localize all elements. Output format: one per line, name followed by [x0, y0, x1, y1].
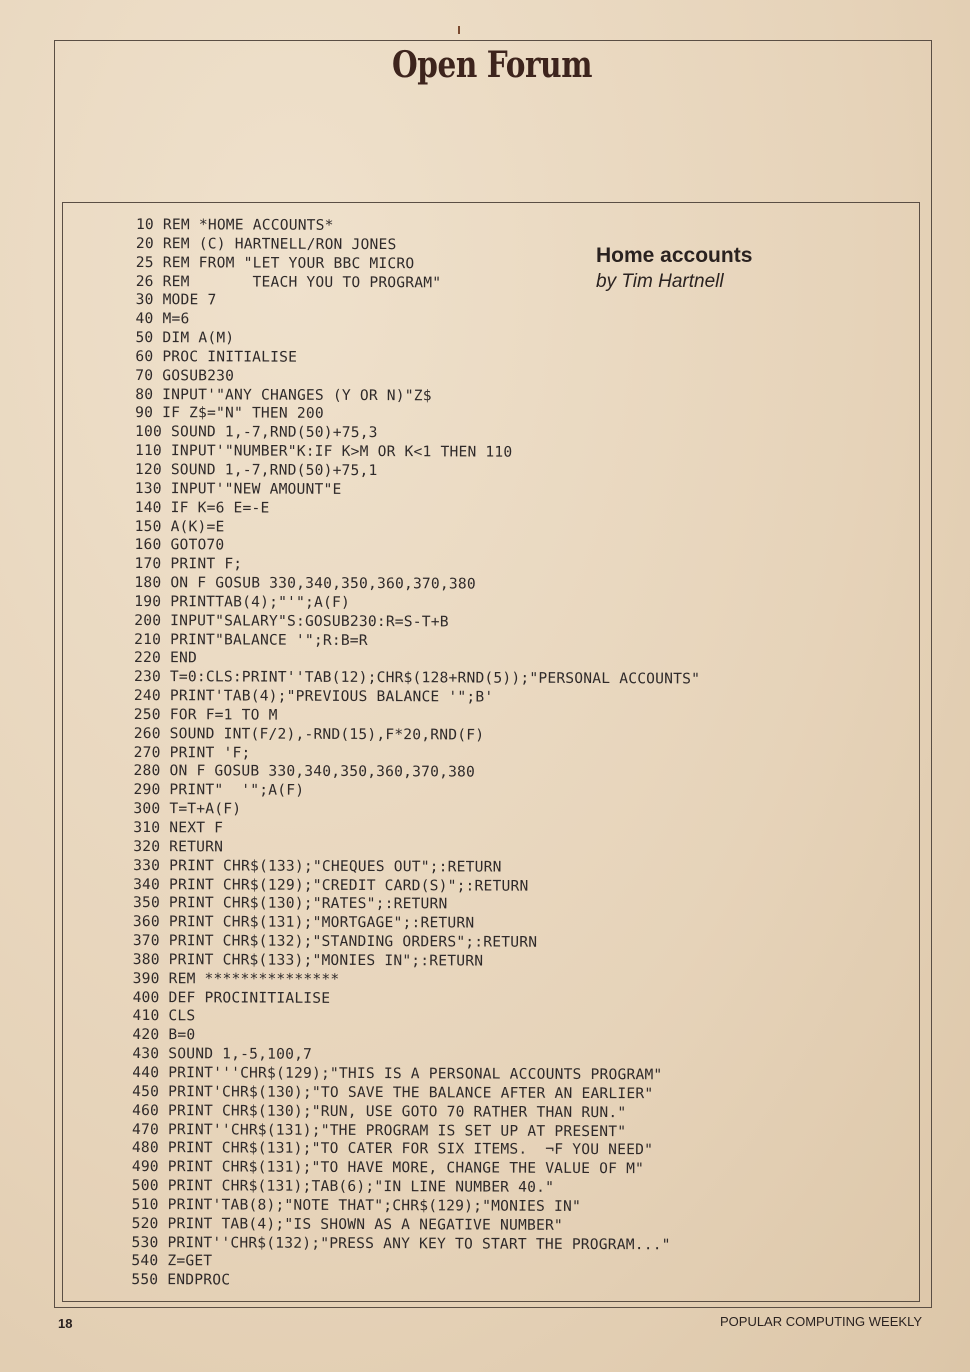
article-title: Home accounts [596, 244, 753, 267]
code-line: 550 ENDPROC [131, 1271, 231, 1289]
code-line: 430 SOUND 1,-5,100,7 [132, 1045, 313, 1063]
code-line: 460 PRINT CHR$(130);"RUN, USE GOTO 70 RATHER THAN RUN." [132, 1101, 627, 1121]
article-byline: by Tim Hartnell [596, 271, 724, 292]
code-line: 390 REM *************** [132, 969, 340, 988]
code-line: 540 Z=GET [131, 1252, 213, 1270]
code-line: 110 INPUT'"NUMBER"K:IF K>M OR K<1 THEN 110 [134, 442, 513, 461]
code-line: 50 DIM A(M) [135, 329, 235, 347]
code-line: 410 CLS [132, 1007, 196, 1025]
code-line: 26 REM TEACH YOU TO PROGRAM" [135, 272, 442, 291]
code-line: 70 GOSUB230 [135, 366, 235, 385]
code-line: 450 PRINT'CHR$(130);"TO SAVE THE BALANCE AFTER AN EARLIER" [132, 1082, 654, 1103]
code-line: 150 A(K)=E [134, 517, 225, 535]
code-line: 320 RETURN [133, 837, 224, 856]
code-line: 470 PRINT''CHR$(131);"THE PROGRAM IS SET UP AT PRESENT" [131, 1120, 627, 1140]
code-line: 360 PRINT CHR$(131);"MORTGAGE";:RETURN [132, 913, 475, 932]
code-line: 310 NEXT F [133, 818, 224, 837]
code-line: 400 DEF PROCINITIALISE [132, 988, 331, 1007]
page-number: 18 [58, 1316, 73, 1331]
code-line: 210 PRINT"BALANCE '";R:B=R [134, 630, 368, 649]
code-line: 480 PRINT CHR$(131);"TO CATER FOR SIX ITEMS. ¬F YOU NEED" [131, 1139, 654, 1159]
code-line: 240 PRINT'TAB(4);"PREVIOUS BALANCE '";B' [133, 687, 494, 706]
code-line: 520 PRINT TAB(4);"IS SHOWN AS A NEGATIVE NUMBER" [131, 1214, 563, 1234]
code-line: 25 REM FROM "LET YOUR BBC MICRO [135, 253, 415, 272]
code-line: 530 PRINT''CHR$(132);"PRESS ANY KEY TO START THE PROGRAM..." [131, 1233, 671, 1253]
code-line: 250 FOR F=1 TO M [133, 705, 278, 724]
code-line: 20 REM (C) HARTNELL/RON JONES [135, 234, 397, 253]
code-line: 490 PRINT CHR$(131);"TO HAVE MORE, CHANGE THE VALUE OF M" [131, 1158, 645, 1178]
code-line: 120 SOUND 1,-7,RND(50)+75,1 [134, 460, 378, 480]
code-line: 440 PRINT'''CHR$(129);"THIS IS A PERSONAL ACCOUNTS PROGRAM" [132, 1063, 663, 1084]
code-line: 330 PRINT CHR$(133);"CHEQUES OUT";:RETURN [133, 856, 502, 876]
code-line: 350 PRINT CHR$(130);"RATES";:RETURN [132, 894, 448, 913]
code-line: 40 M=6 [135, 310, 190, 328]
code-line: 130 INPUT'"NEW AMOUNT"E [134, 479, 342, 498]
code-line: 190 PRINTTAB(4);"'";A(F) [134, 592, 351, 611]
code-line: 140 IF K=6 E=-E [134, 498, 270, 517]
code-line: 60 PROC INITIALISE [135, 347, 298, 366]
code-line: 160 GOTO70 [134, 536, 225, 554]
header [54, 40, 930, 86]
code-line: 30 MODE 7 [135, 291, 217, 309]
code-line: 10 REM *HOME ACCOUNTS* [135, 216, 334, 234]
section-title: Open Forum [391, 44, 593, 86]
code-line: 270 PRINT 'F; [133, 743, 251, 762]
code-line: 90 IF Z$="N" THEN 200 [135, 404, 324, 423]
magazine-name: POPULAR COMPUTING WEEKLY [719, 1314, 922, 1329]
code-line: 180 ON F GOSUB 330,340,350,360,370,380 [134, 574, 476, 593]
code-line: 170 PRINT F; [134, 555, 243, 573]
code-line: 280 ON F GOSUB 330,340,350,360,370,380 [133, 762, 476, 781]
code-line: 510 PRINT'TAB(8);"NOTE THAT";CHR$(129);"MONIES IN" [131, 1195, 582, 1215]
code-line: 370 PRINT CHR$(132);"STANDING ORDERS";:RETURN [132, 932, 538, 951]
code-line: 290 PRINT" '";A(F) [133, 781, 305, 800]
code-line: 100 SOUND 1,-7,RND(50)+75,3 [135, 423, 378, 442]
code-line: 420 B=0 [132, 1026, 196, 1044]
code-line: 220 END [134, 649, 198, 667]
code-line: 260 SOUND INT(F/2),-RND(15),F*20,RND(F) [133, 724, 485, 744]
code-line: 340 PRINT CHR$(129);"CREDIT CARD(S)";:RETURN [133, 875, 529, 895]
code-line: 500 PRINT CHR$(131);TAB(6);"IN LINE NUMBER 40." [131, 1177, 555, 1196]
code-line: 80 INPUT'"ANY CHANGES (Y OR N)"Z$ [135, 385, 432, 404]
code-line: 380 PRINT CHR$(133);"MONIES IN";:RETURN [132, 950, 484, 970]
code-line: 230 T=0:CLS:PRINT''TAB(12);CHR$(128+RND(5));"PERSONAL ACCOUNTS" [133, 668, 701, 688]
code-line: 200 INPUT"SALARY"S:GOSUB230:R=S-T+B [134, 611, 449, 631]
code-line: 300 T=T+A(F) [133, 800, 242, 818]
code-listing [131, 216, 702, 1293]
print-mark [458, 26, 460, 34]
